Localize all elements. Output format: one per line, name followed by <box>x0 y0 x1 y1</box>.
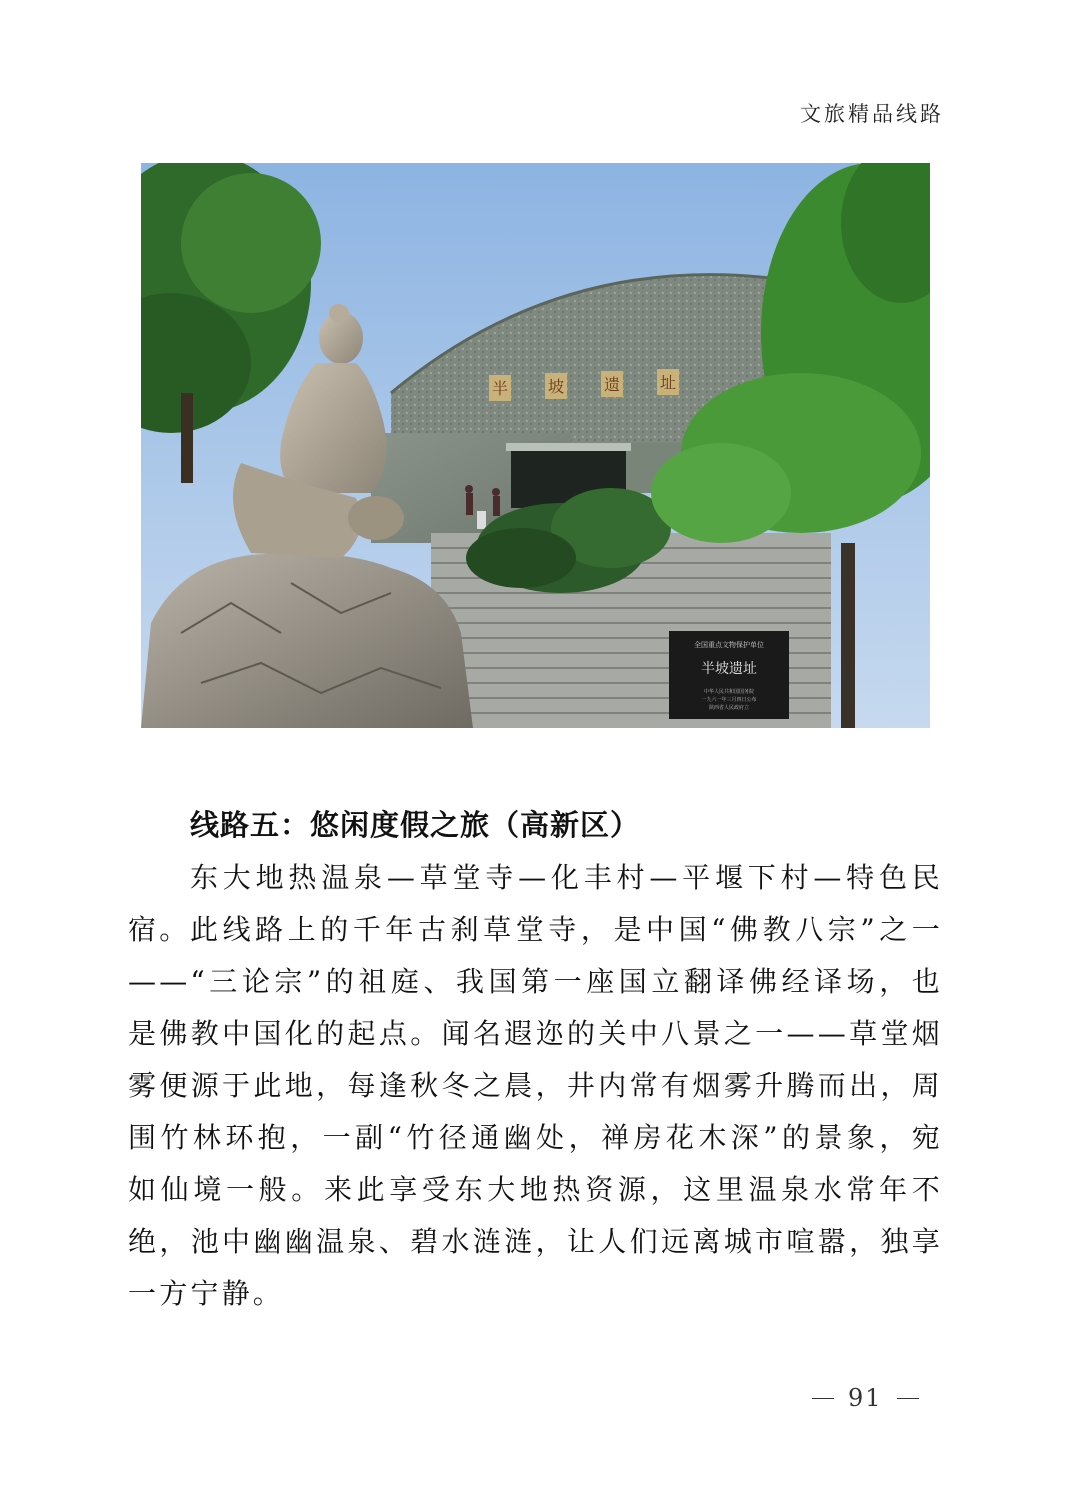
facade-char-3: 遗 <box>603 375 621 394</box>
site-plaque <box>669 631 789 719</box>
banpo-site-photo <box>141 163 930 728</box>
page-number <box>812 1384 919 1412</box>
facade-char-1: 半 <box>491 379 509 398</box>
description-text: 此线路上的千年古刹草堂寺，是中国“佛教八宗”之一——“三论宗”的祖庭、我国第一座国立翻译佛经译场，也是佛教中国化的起点。闻名遐迩的关中八景之一——草堂烟雾便源于此地，每逢秋冬之晨，井内常有烟雾升腾而出，周围竹林环抱，一副“竹径通幽处，禅房花木深”的景象，宛如仙境一般。来此享受东大地热资源，这里温泉水常年不绝，池中幽幽温泉、碧水涟涟，让人们远离城市喧嚣，独享一方宁静。 <box>128 913 943 1310</box>
page-number-dash-right <box>897 1398 919 1399</box>
running-header: 文旅精品线路 <box>800 102 944 126</box>
photo-illustration <box>141 163 930 728</box>
plaque-line-3: 陕西省人民政府立 <box>708 705 750 711</box>
page-number-value: 91 <box>848 1384 883 1412</box>
facade-char-2: 坡 <box>547 377 565 396</box>
facade-char-4: 址 <box>659 373 677 392</box>
route-text: 东大地热温泉—草堂寺—化丰村—平堰下村—特色民宿。 <box>128 861 943 946</box>
plaque-title: 半坡遗址 <box>701 661 757 677</box>
plaque-line-1: 中华人民共和国国务院 <box>703 689 755 695</box>
page-number-dash-left <box>812 1398 834 1399</box>
plaque-top-text: 全国重点文物保护单位 <box>694 641 764 649</box>
plaque-line-2: 一九六一年三月四日公布 <box>701 697 757 703</box>
section-heading: 线路五：悠闲度假之旅（高新区） <box>190 808 641 842</box>
